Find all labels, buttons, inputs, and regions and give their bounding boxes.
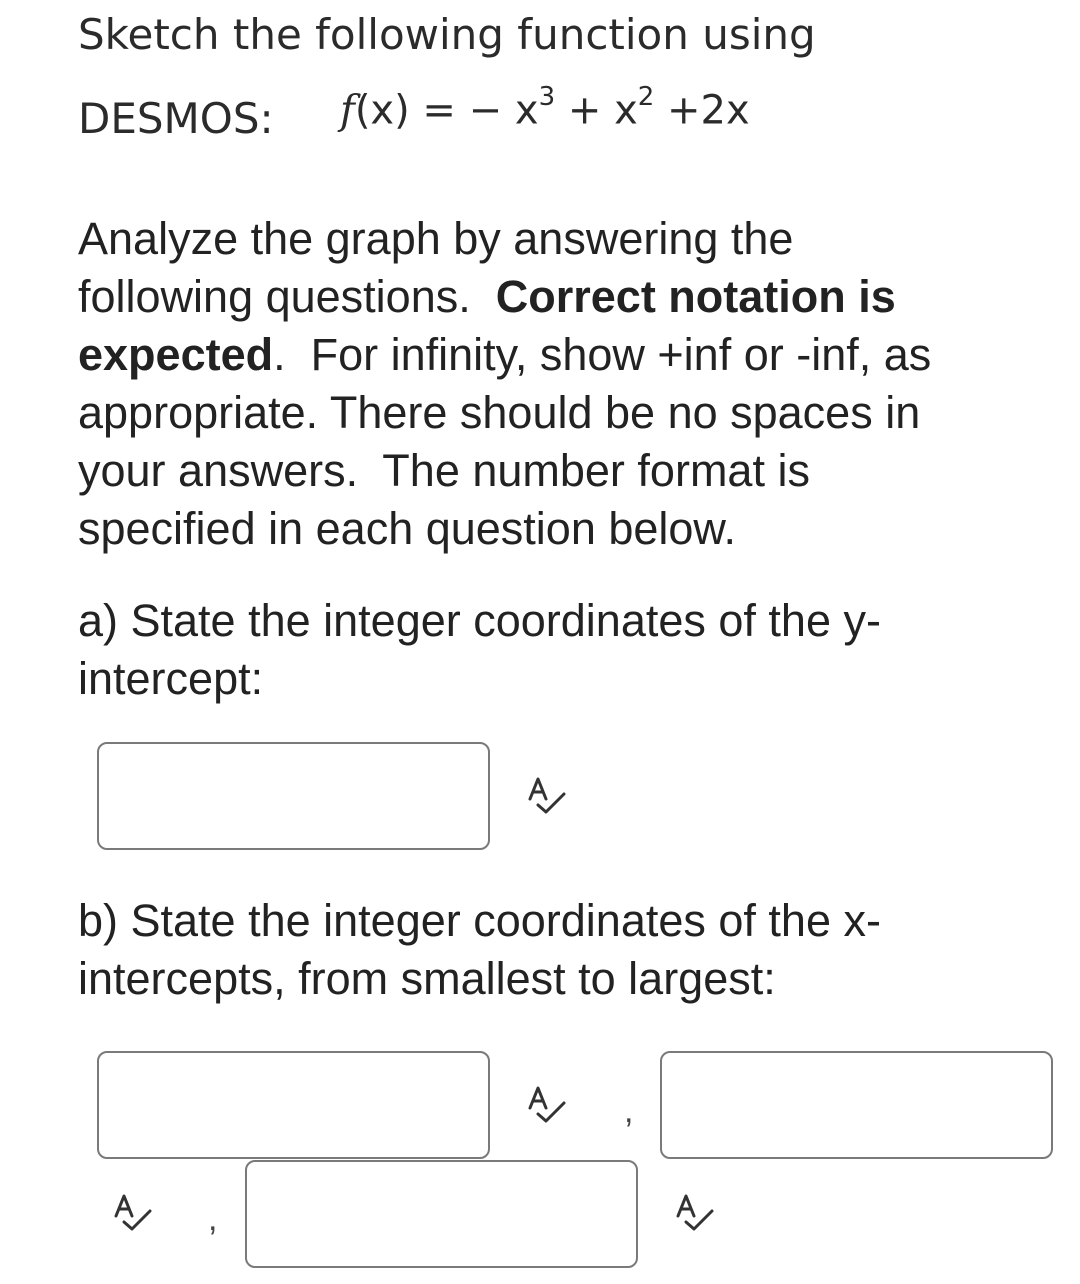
question-b-line-2: intercepts, from smallest to largest: — [78, 953, 776, 1004]
term-x-cubed-base: x — [514, 87, 539, 134]
header-line-1: Sketch the following function using — [78, 10, 816, 59]
minus-sign: − — [468, 87, 503, 134]
y-intercept-answer-input[interactable] — [97, 742, 490, 850]
function-name: f — [340, 87, 355, 134]
instructions-line-3-text: . For infinity, show +inf or -inf, as — [273, 329, 932, 380]
equals-sign: = — [422, 87, 456, 134]
instructions-line-2 — [78, 268, 896, 325]
question-b-line-1: b) State the integer coordinates of the x- — [78, 895, 881, 946]
instructions-bold-expected: expected — [78, 329, 274, 380]
answer-separator-comma: , — [624, 1092, 634, 1130]
instructions-line-6: specified in each question below. — [78, 503, 736, 554]
x-intercept-1-answer-input[interactable] — [97, 1051, 490, 1159]
answer-separator-comma: , — [208, 1200, 218, 1238]
function-expression — [340, 82, 750, 134]
spell-check-icon[interactable] — [526, 1084, 572, 1124]
x-intercept-2-answer-input[interactable] — [660, 1051, 1053, 1159]
spell-check-icon[interactable] — [526, 775, 572, 815]
instructions-line-3 — [78, 326, 931, 383]
instructions-bold-notation: Correct notation is — [495, 271, 896, 322]
instructions-line-4: appropriate. There should be no spaces in — [78, 387, 921, 438]
term-x-squared-exponent: 2 — [637, 82, 655, 112]
x-intercept-3-answer-input[interactable] — [245, 1160, 638, 1268]
instructions-line-1: Analyze the graph by answering the — [78, 213, 794, 264]
spell-check-icon[interactable] — [112, 1192, 158, 1232]
term-2x: +2x — [667, 87, 750, 134]
term-x-squared-base: x — [614, 87, 638, 134]
spell-check-icon[interactable] — [674, 1192, 720, 1232]
question-a-line-1: a) State the integer coordinates of the y- — [78, 595, 881, 646]
question-a-line-2: intercept: — [78, 653, 264, 704]
instructions-line-5: your answers. The number format is — [78, 445, 810, 496]
function-argument: (x) — [354, 87, 410, 134]
plus-sign: + — [567, 87, 602, 134]
desmos-label: DESMOS: — [78, 94, 274, 143]
term-x-cubed-exponent: 3 — [538, 82, 556, 112]
instructions-line-2-text: following questions. — [78, 271, 496, 322]
